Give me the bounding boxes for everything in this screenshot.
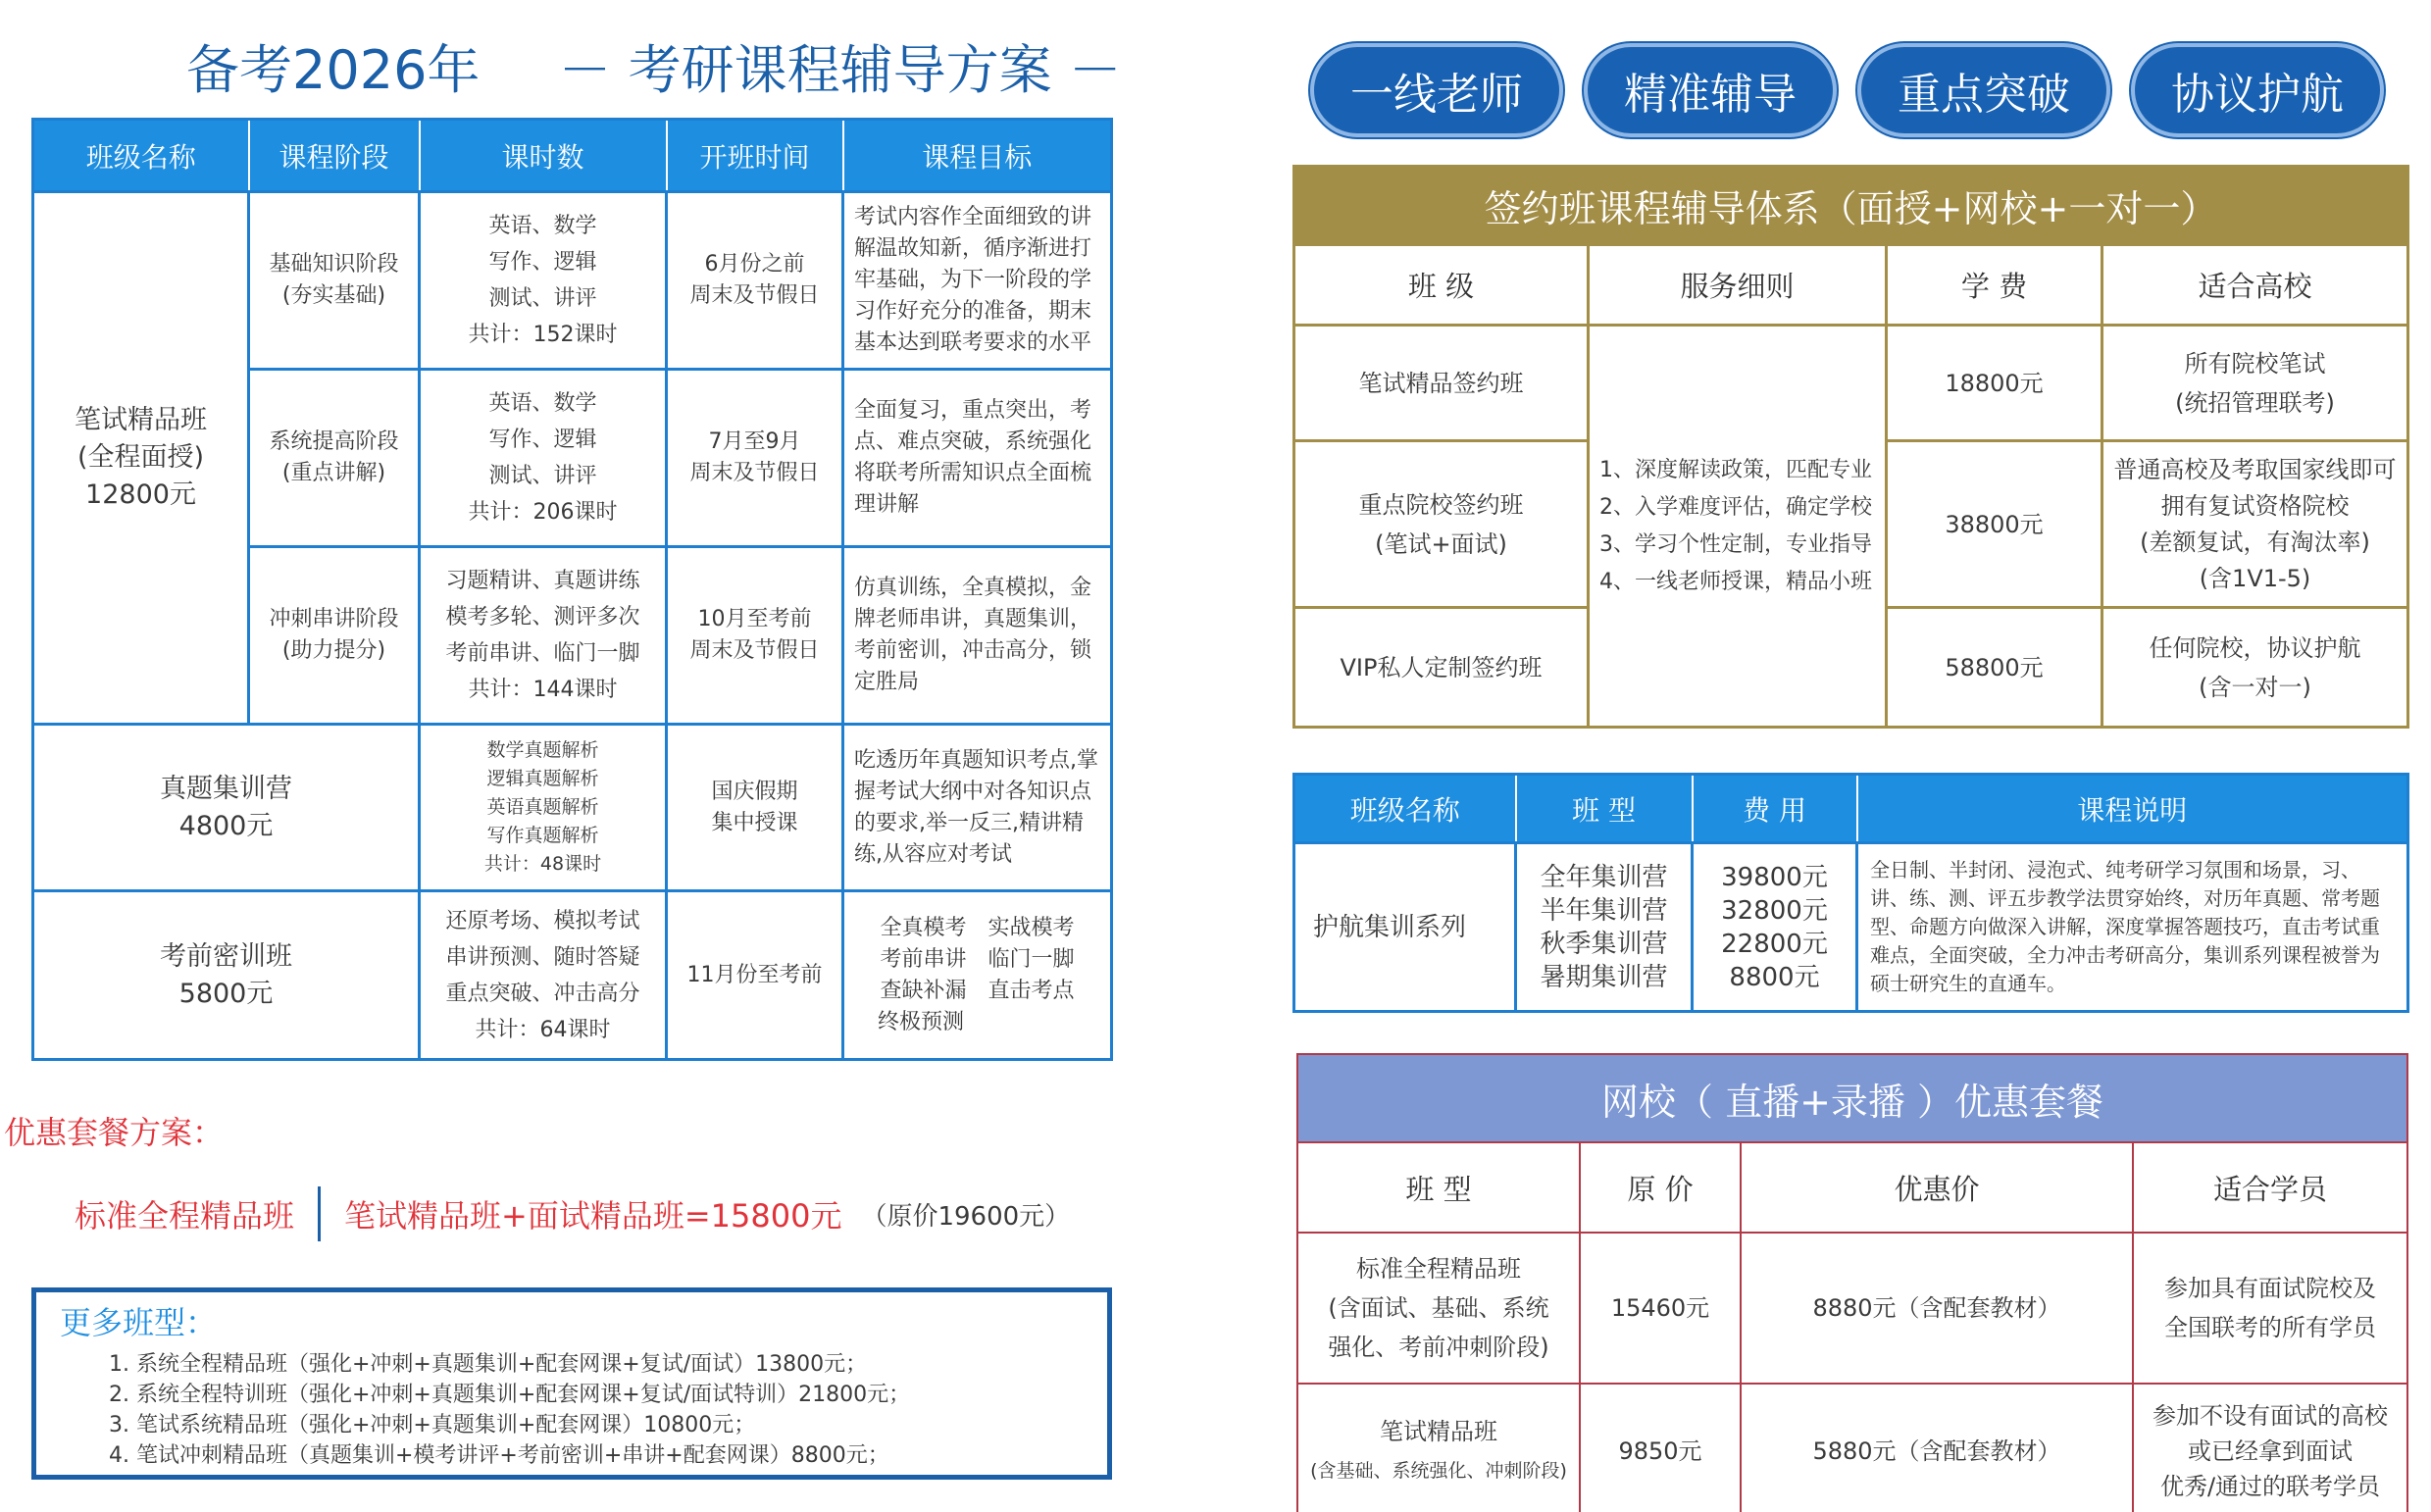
lesson-item: 考前串讲、临门一脚 bbox=[445, 641, 640, 666]
stage-note: (助力提分) bbox=[281, 638, 386, 663]
sign-class-table bbox=[1292, 165, 2409, 729]
title-year: 备考2026年 bbox=[186, 38, 481, 101]
camp-types-cell bbox=[1516, 843, 1693, 1012]
time-schedule: 周末及节假日 bbox=[689, 461, 820, 485]
lesson-item: 英语、数学 bbox=[488, 214, 597, 238]
header-start-time: 开班时间 bbox=[667, 120, 843, 192]
class-mode: (全程面授) bbox=[76, 442, 205, 473]
escort-camp-table bbox=[1292, 773, 2409, 1013]
list-item: 3. 笔试系统精品班（强化+冲刺+真题集训+配套网课）10800元； bbox=[109, 1413, 756, 1437]
pill-first-line-teacher: 一线老师 bbox=[1310, 43, 1563, 137]
sign-table-caption: 签约班课程辅导体系（面授+网校+一对一） bbox=[1294, 167, 2408, 245]
sign-class-name: VIP私人定制签约班 bbox=[1294, 608, 1589, 728]
lesson-item: 测试、讲评 bbox=[488, 464, 597, 488]
school-line: 所有院校笔试 bbox=[2184, 349, 2326, 378]
camp-type: 半年集训营 bbox=[1540, 895, 1668, 926]
lesson-item: 重点突破、冲击高分 bbox=[445, 981, 640, 1006]
stage-note: (夯实基础) bbox=[281, 283, 386, 308]
lesson-item: 写作、逻辑 bbox=[488, 250, 597, 275]
fit-line: 优秀/通过的联考学员 bbox=[2159, 1473, 2381, 1500]
time-cell bbox=[667, 370, 843, 547]
online-discount-price: 8880元（含配套教材） bbox=[1741, 1233, 2133, 1384]
goal-cell: 全面复习，重点突出，考点、难点突破，系统强化将联考所需知识点全面梳理讲解 bbox=[843, 370, 1112, 547]
promo-title: 优惠套餐方案： bbox=[4, 1114, 225, 1151]
school-line: 任何院校，协议护航 bbox=[2149, 633, 2361, 662]
time-range: 6月份之前 bbox=[704, 252, 805, 277]
table-row bbox=[1294, 843, 2408, 1012]
header-original-price: 原 价 bbox=[1580, 1142, 1741, 1233]
lesson-item: 习题精讲、真题讲练 bbox=[445, 569, 640, 593]
time-cell bbox=[667, 547, 843, 725]
header-fee: 学 费 bbox=[1887, 245, 2102, 326]
service-item: 3、学习个性定制，专业指导 bbox=[1599, 531, 1872, 557]
table-row bbox=[33, 725, 1112, 891]
table-header-row bbox=[1297, 1142, 2407, 1233]
promo-package bbox=[75, 1184, 1070, 1243]
lesson-item: 测试、讲评 bbox=[488, 286, 597, 311]
list-item: 4. 笔试冲刺精品班（真题集训+模考讲评+考前密训+串讲+配套网课）8800元； bbox=[109, 1443, 889, 1468]
sign-class-name: 笔试精品签约班 bbox=[1294, 326, 1589, 441]
camp-type: 全年集训营 bbox=[1540, 862, 1668, 892]
class-name: 笔试精品班 bbox=[75, 405, 207, 435]
lesson-item: 逻辑真题解析 bbox=[486, 768, 599, 789]
time-range: 10月至考前 bbox=[697, 607, 812, 631]
table-row bbox=[33, 891, 1112, 1060]
goal-cell: 吃透历年真题知识考点,掌握考试大纲中对各知识点的要求,举一反三,精讲精练,从容应对考试 bbox=[843, 725, 1112, 891]
online-type-note: (含面试、基础、系统 bbox=[1328, 1294, 1549, 1322]
online-table-caption: 网校（ 直播+录播 ）优惠套餐 bbox=[1297, 1054, 2407, 1142]
lesson-total: 共计：64课时 bbox=[475, 1017, 611, 1042]
service-details-cell bbox=[1589, 326, 1887, 728]
header-description: 课程说明 bbox=[1857, 775, 2408, 843]
header-lessons: 课时数 bbox=[420, 120, 667, 192]
online-type-note: (含基础、系统强化、冲刺阶段) bbox=[1310, 1460, 1567, 1482]
table-header-row bbox=[1294, 775, 2408, 843]
lesson-item: 数学真题解析 bbox=[486, 739, 599, 761]
school-line: (统招管理联考) bbox=[2175, 388, 2335, 417]
more-classes-list bbox=[109, 1349, 910, 1471]
time-range: 7月至9月 bbox=[708, 429, 801, 454]
lessons-cell bbox=[420, 370, 667, 547]
online-type-name: 标准全程精品班 bbox=[1356, 1255, 1521, 1283]
lesson-item: 串讲预测、随时答疑 bbox=[445, 944, 640, 970]
camp-fee: 22800元 bbox=[1721, 929, 1828, 959]
sign-class-name: 重点院校签约班 bbox=[1358, 490, 1524, 519]
online-type-note: 强化、考前冲刺阶段) bbox=[1328, 1334, 1549, 1361]
school-line: (差额复试，有淘汰率) bbox=[2140, 528, 2370, 556]
header-goal: 课程目标 bbox=[843, 120, 1112, 192]
camp-fee: 39800元 bbox=[1721, 862, 1828, 892]
online-discount-price: 5880元（含配套教材） bbox=[1741, 1384, 2133, 1512]
course-plan-table bbox=[31, 118, 1113, 1061]
table-header-row bbox=[1294, 245, 2408, 326]
header-school: 适合高校 bbox=[2102, 245, 2408, 326]
header-fee: 费 用 bbox=[1693, 775, 1857, 843]
secret-price: 5800元 bbox=[178, 978, 274, 1009]
stage-cell bbox=[249, 547, 420, 725]
lesson-total: 共计：152课时 bbox=[468, 323, 618, 347]
camp-fees-cell bbox=[1693, 843, 1857, 1012]
class-name-cell bbox=[33, 192, 249, 725]
header-stage: 课程阶段 bbox=[249, 120, 420, 192]
header-class: 班 级 bbox=[1294, 245, 1589, 326]
header-class-name: 班级名称 bbox=[33, 120, 249, 192]
table-row bbox=[1297, 1233, 2407, 1384]
camp-price: 4800元 bbox=[178, 810, 274, 841]
fit-line: 或已经拿到面试 bbox=[2188, 1437, 2353, 1465]
promo-right: 笔试精品班+面试精品班=15800元 bbox=[344, 1197, 842, 1235]
header-services: 服务细则 bbox=[1589, 245, 1887, 326]
camp-series-name: 护航集训系列 bbox=[1294, 843, 1516, 1012]
header-fit-students: 适合学员 bbox=[2133, 1142, 2407, 1233]
lesson-item: 模考多轮、测评多次 bbox=[445, 605, 640, 630]
goal-cell: 考试内容作全面细致的讲解温故知新，循序渐进打牢基础，为下一阶段的学习作好充分的准备，期末基本达到联考要求的水平 bbox=[843, 192, 1112, 370]
table-row bbox=[33, 192, 1112, 370]
more-classes-title: 更多班型： bbox=[60, 1304, 218, 1341]
header-discount-price: 优惠价 bbox=[1741, 1142, 2133, 1233]
time-schedule: 周末及节假日 bbox=[689, 283, 820, 308]
lesson-total: 共计：144课时 bbox=[468, 678, 618, 702]
lesson-item: 写作真题解析 bbox=[486, 825, 599, 846]
online-type-cell bbox=[1297, 1233, 1580, 1384]
lessons-cell bbox=[420, 891, 667, 1060]
table-row bbox=[1294, 326, 2408, 441]
school-line: (含1V1-5) bbox=[2199, 564, 2311, 592]
sign-school-cell bbox=[2102, 441, 2408, 608]
stage-cell bbox=[249, 370, 420, 547]
lesson-item: 英语真题解析 bbox=[486, 796, 599, 818]
school-line: 拥有复试资格院校 bbox=[2160, 491, 2350, 520]
camp-description: 全日制、半封闭、浸泡式、纯考研学习氛围和场景，习、讲、练、测、评五步教学法贯穿始终，对历年真题、常考题型、命题方向做深入讲解，深度掌握答题技巧，直击考试重难点，全面突破，全力冲击考研高分，集训系列课程被誉为硕士研究生的直通车。 bbox=[1857, 843, 2408, 1012]
sign-fee: 18800元 bbox=[1887, 326, 2102, 441]
camp-fee: 8800元 bbox=[1729, 962, 1820, 992]
stage-name: 基础知识阶段 bbox=[269, 252, 399, 277]
camp-type: 秋季集训营 bbox=[1540, 929, 1668, 959]
school-line: 普通高校及考取国家线即可 bbox=[2113, 455, 2397, 483]
lesson-total: 共计：48课时 bbox=[483, 853, 602, 875]
table-row bbox=[1297, 1384, 2407, 1512]
goal-cell bbox=[843, 891, 1112, 1060]
time-schedule: 周末及节假日 bbox=[689, 638, 820, 663]
header-class-name: 班级名称 bbox=[1294, 775, 1516, 843]
goal-cell: 仿真训练，全真模拟，金牌老师串讲，真题集训，考前密训，冲击高分，锁定胜局 bbox=[843, 547, 1112, 725]
online-type-cell bbox=[1297, 1384, 1580, 1512]
fit-line: 参加不设有面试的高校 bbox=[2152, 1402, 2388, 1430]
lesson-item: 写作、逻辑 bbox=[488, 428, 597, 452]
time-cell: 11月份至考前 bbox=[667, 891, 843, 1060]
camp-name: 真题集训营 bbox=[160, 773, 292, 804]
camp-fee: 32800元 bbox=[1721, 895, 1828, 926]
header-type: 班 型 bbox=[1516, 775, 1693, 843]
camp-name-cell bbox=[33, 725, 420, 891]
fit-line: 全国联考的所有学员 bbox=[2164, 1314, 2376, 1341]
stage-note: (重点讲解) bbox=[281, 461, 386, 485]
goal-line: 考前串讲 临门一脚 bbox=[880, 946, 1075, 972]
goal-line: 终极预测 bbox=[878, 1009, 965, 1034]
sign-fee: 38800元 bbox=[1887, 441, 2102, 608]
list-item: 1. 系统全程精品班（强化+冲刺+真题集训+配套网课+复试/面试）13800元； bbox=[109, 1352, 868, 1377]
secret-name-cell bbox=[33, 891, 420, 1060]
stage-cell bbox=[249, 192, 420, 370]
more-classes-box bbox=[31, 1287, 1112, 1480]
title-subject: － 考研课程辅导方案 － bbox=[558, 38, 1122, 101]
lesson-total: 共计：206课时 bbox=[468, 500, 618, 525]
service-item: 2、入学难度评估，确定学校 bbox=[1599, 494, 1872, 520]
time-cell bbox=[667, 725, 843, 891]
lessons-cell bbox=[420, 725, 667, 891]
promo-divider bbox=[318, 1186, 321, 1241]
page-title bbox=[186, 22, 1122, 110]
sign-fee: 58800元 bbox=[1887, 608, 2102, 728]
goal-line: 查缺补漏 直击考点 bbox=[880, 978, 1075, 1003]
pill-key-breakthrough: 重点突破 bbox=[1857, 43, 2110, 137]
service-item: 4、一线老师授课，精品小班 bbox=[1599, 569, 1872, 594]
online-type-name: 笔试精品班 bbox=[1380, 1418, 1497, 1445]
sign-class-note: (笔试+面试) bbox=[1375, 529, 1507, 558]
school-line: (含一对一) bbox=[2199, 673, 2311, 701]
online-original-price: 15460元 bbox=[1580, 1233, 1741, 1384]
header-type: 班 型 bbox=[1297, 1142, 1580, 1233]
service-item: 1、深度解读政策，匹配专业 bbox=[1599, 457, 1872, 482]
pill-precise-tutoring: 精准辅导 bbox=[1584, 43, 1837, 137]
time-schedule: 集中授课 bbox=[711, 810, 798, 835]
secret-name: 考前密训班 bbox=[160, 940, 292, 972]
table-header-row bbox=[33, 120, 1112, 192]
promo-left: 标准全程精品班 bbox=[75, 1197, 295, 1235]
time-range: 国庆假期 bbox=[711, 779, 798, 804]
class-price: 12800元 bbox=[85, 479, 196, 510]
promo-original-price: （原价19600元） bbox=[861, 1201, 1071, 1232]
lessons-cell bbox=[420, 547, 667, 725]
list-item: 2. 系统全程特训班（强化+冲刺+真题集训+配套网课+复试/面试特训）21800元； bbox=[109, 1383, 911, 1407]
lesson-item: 还原考场、模拟考试 bbox=[445, 908, 640, 933]
online-fit-cell bbox=[2133, 1384, 2407, 1512]
stage-name: 冲刺串讲阶段 bbox=[269, 607, 399, 631]
sign-class-name-cell bbox=[1294, 441, 1589, 608]
goal-line: 全真模考 实战模考 bbox=[880, 915, 1075, 940]
pill-protocol-escort: 协议护航 bbox=[2131, 43, 2384, 137]
sign-school-cell bbox=[2102, 608, 2408, 728]
lesson-item: 英语、数学 bbox=[488, 391, 597, 416]
fit-line: 参加具有面试院校及 bbox=[2164, 1275, 2376, 1302]
lessons-cell bbox=[420, 192, 667, 370]
online-original-price: 9850元 bbox=[1580, 1384, 1741, 1512]
online-package-table bbox=[1296, 1053, 2408, 1512]
camp-type: 暑期集训营 bbox=[1540, 962, 1668, 992]
stage-name: 系统提高阶段 bbox=[269, 429, 399, 454]
sign-school-cell bbox=[2102, 326, 2408, 441]
online-fit-cell bbox=[2133, 1233, 2407, 1384]
time-cell bbox=[667, 192, 843, 370]
